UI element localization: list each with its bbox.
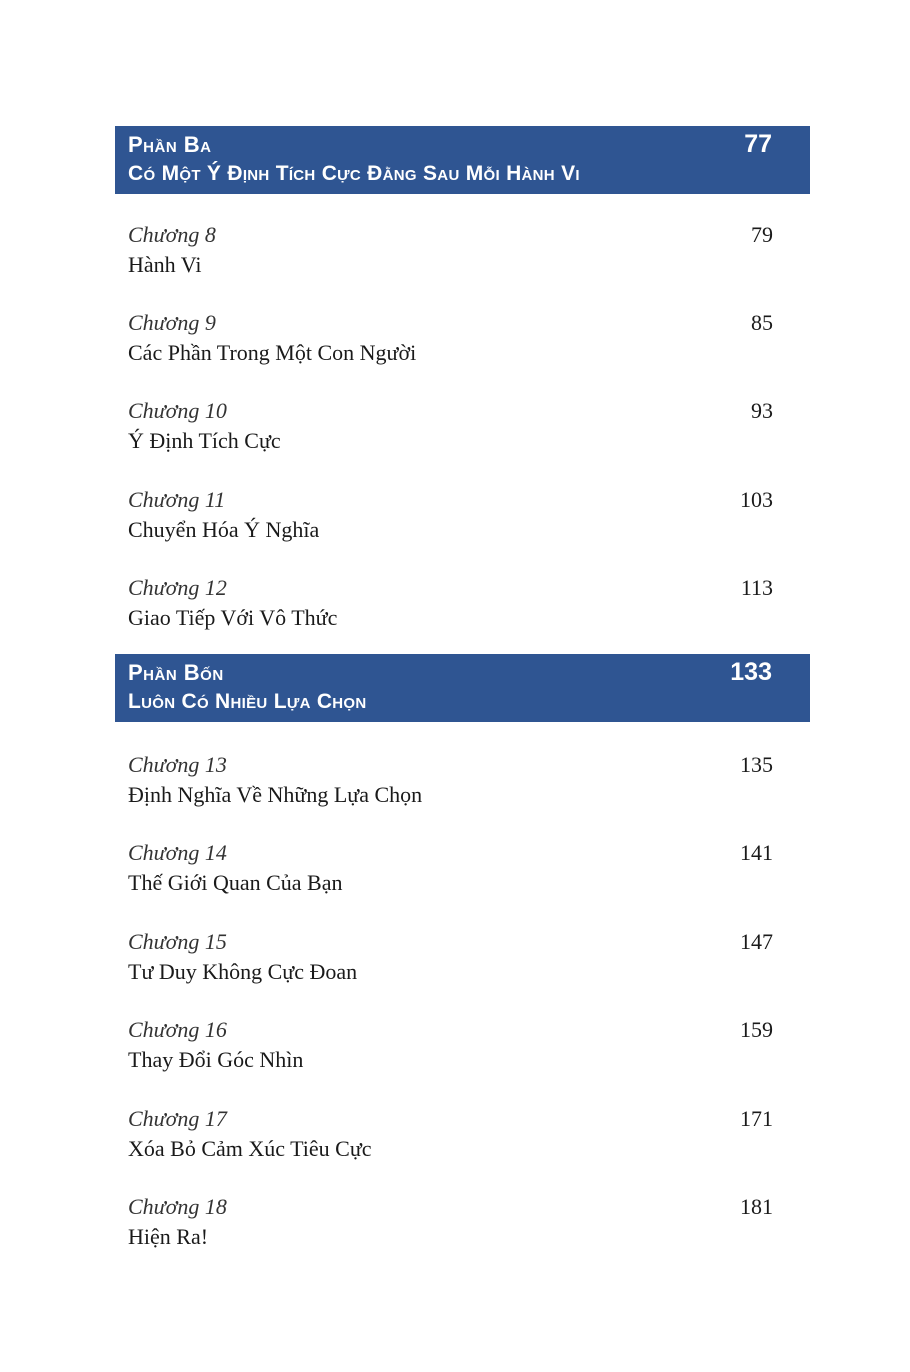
part-page-number: 77	[744, 130, 772, 158]
chapter-number: Chương 16	[128, 1017, 227, 1042]
chapter-page-number: 171	[740, 1106, 773, 1131]
chapter-title: Tư Duy Không Cực Đoan	[128, 959, 358, 984]
chapter-number: Chương 18	[128, 1194, 227, 1219]
chapter-page-number: 159	[740, 1017, 773, 1042]
chapter-page-number: 141	[740, 840, 773, 865]
chapter-number: Chương 13	[128, 752, 227, 777]
part-title: Có Một Ý Định Tích Cực Đằng Sau Mỗi Hành Vi	[128, 162, 580, 185]
chapter-number: Chương 15	[128, 929, 227, 954]
toc-entry-chapter-18[interactable]	[128, 1194, 773, 1256]
part-page-number: 133	[730, 658, 772, 686]
part-label: Phần Ba	[128, 132, 212, 157]
chapter-page-number: 147	[740, 929, 773, 954]
chapter-title: Hành Vi	[128, 252, 202, 277]
chapter-number: Chương 8	[128, 222, 216, 247]
chapter-number: Chương 11	[128, 487, 226, 512]
chapter-number: Chương 17	[128, 1106, 227, 1131]
chapter-title: Giao Tiếp Với Vô Thức	[128, 605, 338, 630]
chapter-title: Định Nghĩa Về Những Lựa Chọn	[128, 782, 423, 807]
chapter-title: Thế Giới Quan Của Bạn	[128, 870, 343, 895]
toc-entry-chapter-16[interactable]	[128, 1017, 773, 1079]
toc-entry-chapter-10[interactable]	[128, 398, 773, 460]
chapter-page-number: 181	[740, 1194, 773, 1219]
toc-entry-chapter-11[interactable]	[128, 487, 773, 549]
toc-entry-chapter-14[interactable]	[128, 840, 773, 902]
chapter-page-number: 85	[751, 310, 773, 335]
toc-entry-chapter-8[interactable]	[128, 222, 773, 284]
chapter-page-number: 103	[740, 487, 773, 512]
toc-entry-chapter-12[interactable]	[128, 575, 773, 637]
chapter-page-number: 79	[751, 222, 773, 247]
part-title: Luôn Có Nhiều Lựa Chọn	[128, 690, 367, 713]
part-label: Phần Bốn	[128, 660, 224, 685]
toc-entry-chapter-15[interactable]	[128, 929, 773, 991]
chapter-number: Chương 10	[128, 398, 227, 423]
chapter-number: Chương 14	[128, 840, 227, 865]
chapter-title: Thay Đổi Góc Nhìn	[128, 1047, 304, 1072]
chapter-title: Hiện Ra!	[128, 1224, 209, 1249]
chapter-page-number: 113	[740, 575, 773, 600]
chapter-number: Chương 12	[128, 575, 227, 600]
chapter-title: Chuyển Hóa Ý Nghĩa	[128, 517, 320, 542]
part-header-3	[115, 126, 810, 194]
chapter-title: Xóa Bỏ Cảm Xúc Tiêu Cực	[128, 1136, 372, 1161]
chapter-number: Chương 9	[128, 310, 216, 335]
toc-entry-chapter-9[interactable]	[128, 310, 773, 372]
chapter-title: Ý Định Tích Cực	[128, 428, 281, 453]
part-header-4	[115, 654, 810, 722]
chapter-page-number: 93	[751, 398, 773, 423]
chapter-page-number: 135	[740, 752, 773, 777]
toc-entry-chapter-13[interactable]	[128, 752, 773, 814]
chapter-title: Các Phần Trong Một Con Người	[128, 340, 417, 365]
toc-entry-chapter-17[interactable]	[128, 1106, 773, 1168]
